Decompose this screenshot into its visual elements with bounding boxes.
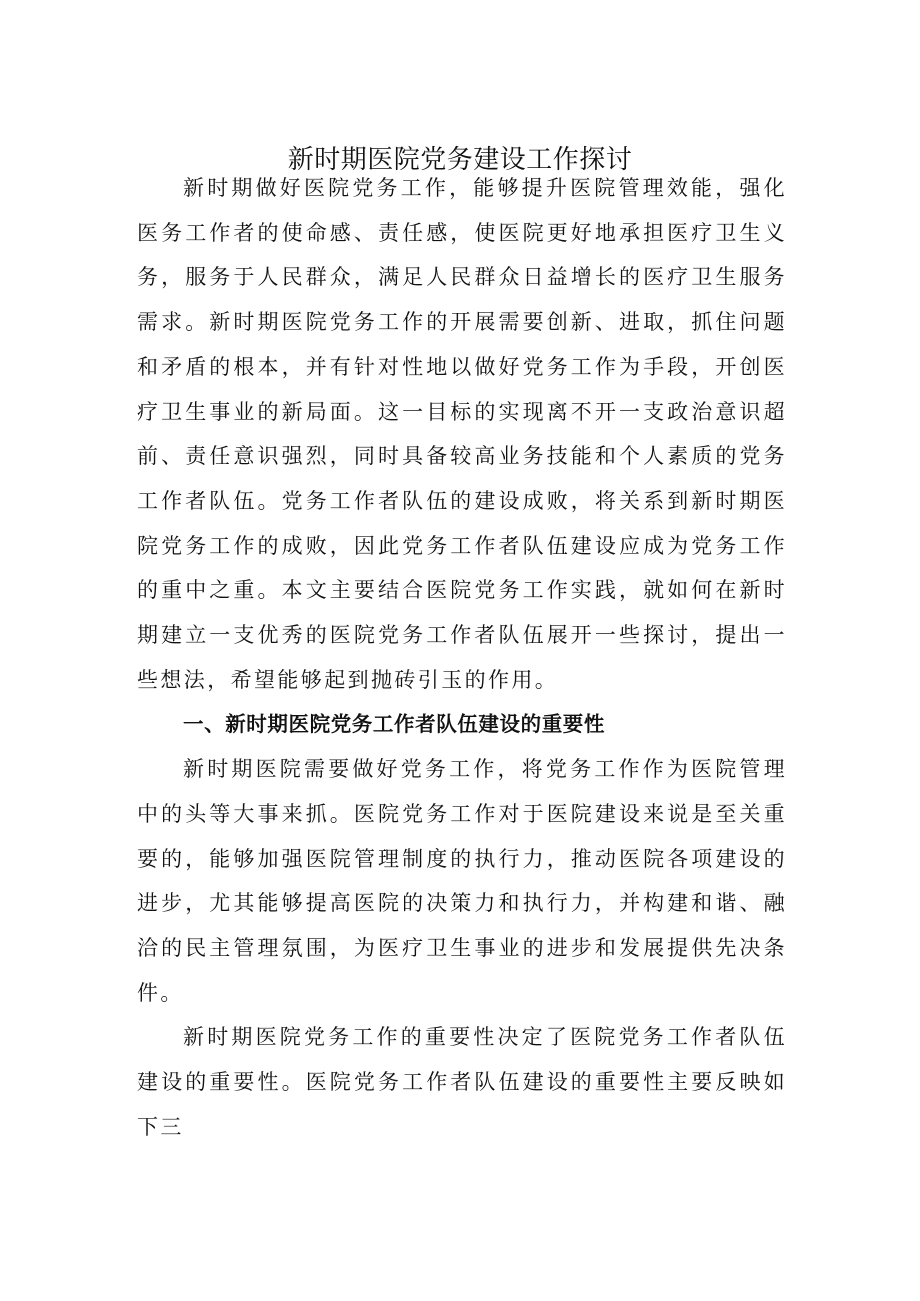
document-body (137, 166, 787, 1149)
section1-paragraph-2: 新时期医院党务工作的重要性决定了医院党务工作者队伍建设的重要性。医院党务工作者队伍建设的重要性主要反映如下三 (137, 1025, 787, 1139)
section1-paragraph-1: 新时期医院需要做好党务工作，将党务工作作为医院管理中的头等大事来抓。医院党务工作对于医院建设来说是至关重要的，能够加强医院管理制度的执行力，推动医院各项建设的进步，尤其能够提高医院的决策力和执行力，并构建和谐、融洽的民主管理氛围，为医疗卫生事业的进步和发展提供先决条件。 (137, 757, 787, 1005)
document-title: 新时期医院党务建设工作探讨 (287, 145, 633, 175)
intro-paragraph: 新时期做好医院党务工作，能够提升医院管理效能，强化医务工作者的使命感、责任感，使医院更好地承担医疗卫生义务，服务于人民群众，满足人民群众日益增长的医疗卫生服务需求。新时期医院党务工作的开展需要创新、进取，抓住问题和矛盾的根本，并有针对性地以做好党务工作为手段，开创医疗卫生事业的新局面。这一目标的实现离不开一支政治意识超前、责任意识强烈，同时具备较高业务技能和个人素质的党务工作者队伍。党务工作者队伍的建设成败，将关系到新时期医院党务工作的成败，因此党务工作者队伍建设应成为党务工作的重中之重。本文主要结合医院党务工作实践，就如何在新时期建立一支优秀的医院党务工作者队伍展开一些探讨，提出一些想法，希望能够起到抛砖引玉的作用。 (137, 176, 787, 692)
section-heading-1: 一、新时期医院党务工作者队伍建设的重要性 (183, 712, 605, 737)
